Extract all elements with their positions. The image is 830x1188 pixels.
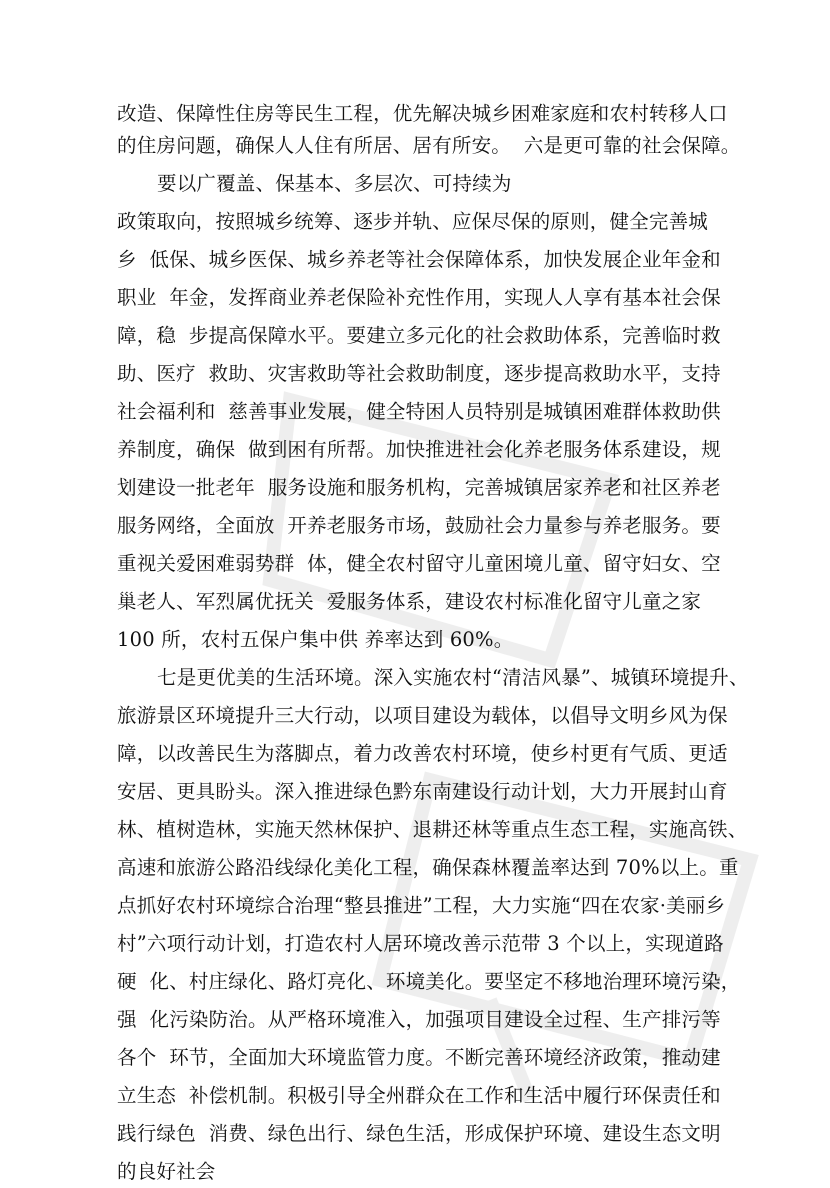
text-line: 高速和旅游公路沿线绿化美化工程，确保森林覆盖率达到 70%以上。重: [117, 856, 739, 879]
text-line: 践行绿色 消费、绿色出行、绿色生活，形成保护环境、建设生态文明: [117, 1122, 721, 1145]
text-line: 村”六项行动计划，打造农村人居环境改善示范带 3 个以上，实现道路: [117, 932, 724, 955]
body-text: [117, 98, 757, 1188]
text-line: 障，稳 步提高保障水平。要建立多元化的社会救助体系，完善临时救: [117, 324, 721, 347]
text-line: 100 所，农村五保户集中供 养率达到 60%。: [117, 628, 514, 651]
text-line: 养制度，确保 做到困有所帮。加快推进社会化养老服务体系建设，规: [117, 438, 721, 461]
text-line: 政策取向，按照城乡统筹、逐步并轨、应保尽保的原则，健全完善城: [117, 210, 709, 233]
text-line: 立生态 补偿机制。积极引导全州群众在工作和生活中履行环保责任和: [117, 1084, 721, 1107]
text-line: 的住房问题，确保人人住有所居、居有所安。 六是更可靠的社会保障。: [117, 134, 741, 157]
text-line: 乡 低保、城乡医保、城乡养老等社会保障体系，加快发展企业年金和: [117, 248, 721, 271]
text-line: 服务网络，全面放 开养老服务市场，鼓励社会力量参与养老服务。要: [117, 514, 721, 537]
text-line: 社会福利和 慈善事业发展，健全特困人员特别是城镇困难群体救助供: [117, 400, 721, 423]
text-line: 划建设一批老年 服务设施和服务机构，完善城镇居家养老和社区养老: [117, 476, 721, 499]
text-line: 林、植树造林，实施天然林保护、退耕还林等重点生态工程，实施高铁、: [117, 818, 748, 841]
text-line: 助、医疗 救助、灾害救助等社会救助制度，逐步提高救助水平，支持: [117, 362, 721, 385]
text-line: 职业 年金，发挥商业养老保险补充性作用，实现人人享有基本社会保: [117, 286, 721, 309]
text-line: 硬 化、村庄绿化、路灯亮化、环境美化。要坚定不移地治理环境污染，: [117, 970, 741, 993]
text-line: 点抓好农村环境综合治理“整县推进”工程，大力实施“四在农家·美丽乡: [117, 894, 726, 917]
text-line: 各个 环节，全面加大环境监管力度。不断完善环境经济政策，推动建: [117, 1046, 721, 1069]
text-line: 的良好社会: [117, 1160, 216, 1183]
text-line: 巢老人、军烈属优抚关 爱服务体系，建设农村标准化留守儿童之家: [117, 590, 702, 613]
text-line: 障，以改善民生为落脚点，着力改善农村环境，使乡村更有气质、更适: [117, 742, 728, 765]
text-line: 要以广覆盖、保基本、多层次、可持续为: [157, 172, 512, 195]
text-line: 改造、保障性住房等民生工程，优先解决城乡困难家庭和农村转移人口: [117, 102, 728, 125]
text-line: 强 化污染防治。从严格环境准入，加强项目建设全过程、生产排污等: [117, 1008, 721, 1031]
text-line: 七是更优美的生活环境。深入实施农村“清洁风暴”、城镇环境提升、: [157, 666, 749, 689]
text-line: 重视关爱困难弱势群 体，健全农村留守儿童困境儿童、留守妇女、空: [117, 552, 721, 575]
text-line: 旅游景区环境提升三大行动，以项目建设为载体，以倡导文明乡风为保: [117, 704, 728, 727]
text-line: 安居、更具盼头。深入推进绿色黔东南建设行动计划，大力开展封山育: [117, 780, 728, 803]
